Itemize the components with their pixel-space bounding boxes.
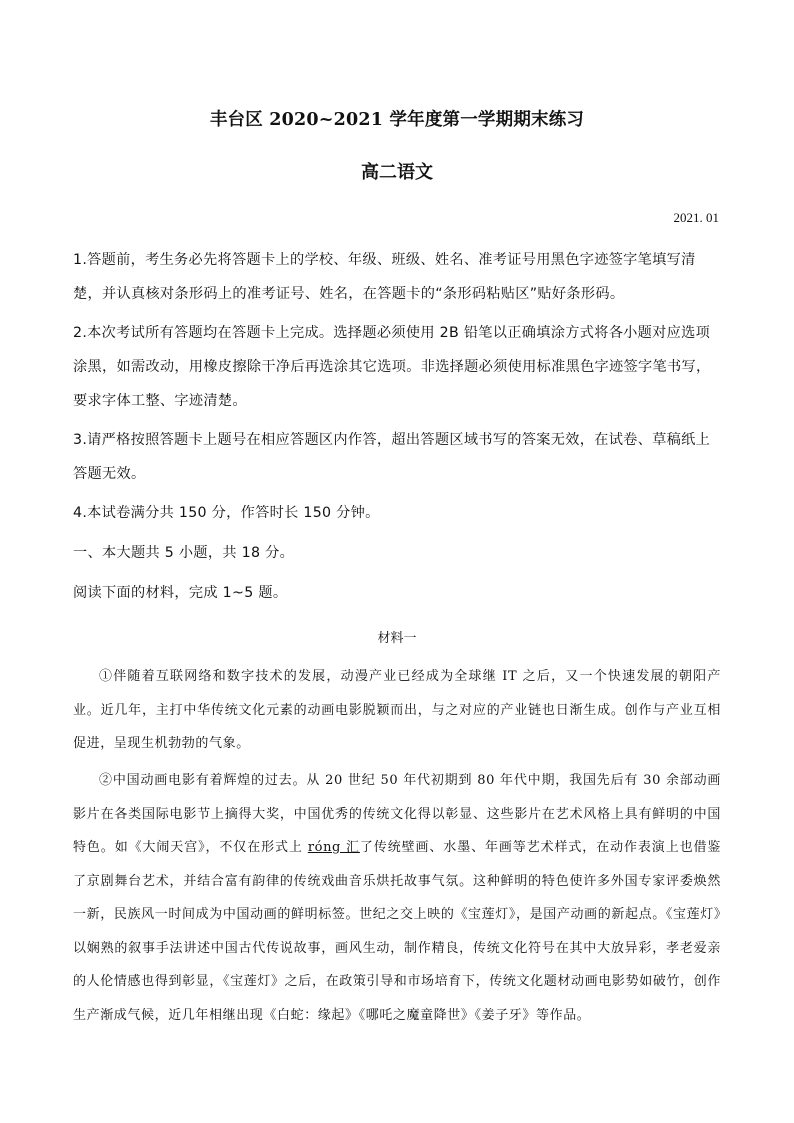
material-paragraph-1: ①伴随着互联网络和数字技术的发展，动漫产业已经成为全球继 IT 之后，又一个快速发展的朝阳产业。近几年，主打中华传统文化元素的动画电影脱颖而出，与之对应的产业链也日渐生成。创作与产业互相促进，呈现生机勃勃的气象。 bbox=[73, 669, 721, 751]
section-directive: 阅读下面的材料，完成 1~5 题。 bbox=[73, 585, 288, 601]
material-paragraph-2 bbox=[73, 764, 721, 1032]
instruction-2: 2.本次考试所有答题均在答题卡上完成。选择题必须使用 2B 铅笔以正确填涂方式将各小题对应选项涂黑，如需改动，用橡皮擦除干净后再选涂其它选项。非选择题必须使用标准黑色字迹签字笔书写，要求字体工整、字迹清楚。 bbox=[73, 325, 711, 409]
exam-date: 2021. 01 bbox=[673, 210, 719, 225]
exam-title: 丰台区 2020~2021 学年度第一学期期末练习 bbox=[209, 110, 585, 130]
instruction-4: 4.本试卷满分共 150 分，作答时长 150 分钟。 bbox=[73, 505, 380, 521]
paragraph-2-part-b: 了传统壁画、水墨、年画等艺术样式，在动作表演上也借鉴了京剧舞台艺术，并结合富有韵律的传统戏曲音乐烘托故事气氛。这种鲜明的特色使许多外国专家评委焕然一新，民族风一时间成为中国动画的鲜明标签。世纪之交上映的《宝莲灯》，是国产动画的新起点。《宝莲灯》以娴熟的叙事手法讲述中国古代传说故事，画风生动，制作精良，传统文化符号在其中大放异彩，孝老爱亲的人伦情感也得到彰显，《宝莲灯》之后，在政策引导和市场培育下，传统文化题材动画电影势如破竹，创作生产渐成气候，近几年相继出现《白蛇：缘起》《哪吒之魔童降世》《姜子牙》等作品。 bbox=[73, 840, 721, 1023]
instruction-1: 1.答题前，考生务必先将答题卡上的学校、年级、班级、姓名、准考证号用黑色字迹签字笔填写清楚，并认真核对条形码上的准考证号、姓名，在答题卡的“条形码粘贴区”贴好条形码。 bbox=[73, 252, 696, 302]
pinyin-underlined-word: róng 汇 bbox=[307, 840, 360, 855]
subject-title: 高二语文 bbox=[361, 162, 433, 183]
section-heading: 一、本大题共 5 小题，共 18 分。 bbox=[73, 545, 295, 561]
paragraph-2-part-a: ②中国动画电影有着辉煌的过去。从 20 世纪 50 年代初期到 80 年代中期，我国先后有 30 余部动画影片在各类国际电影节上摘得大奖，中国优秀的传统文化得以彰显、这些影片在艺术风格上具有鲜明的中国特色。如《大闹天宫》，不仅在形式上 bbox=[73, 773, 721, 855]
instruction-3: 3.请严格按照答题卡上题号在相应答题区内作答，超出答题区域书写的答案无效，在试卷、草稿纸上答题无效。 bbox=[73, 432, 711, 482]
material-title: 材料一 bbox=[377, 631, 417, 646]
